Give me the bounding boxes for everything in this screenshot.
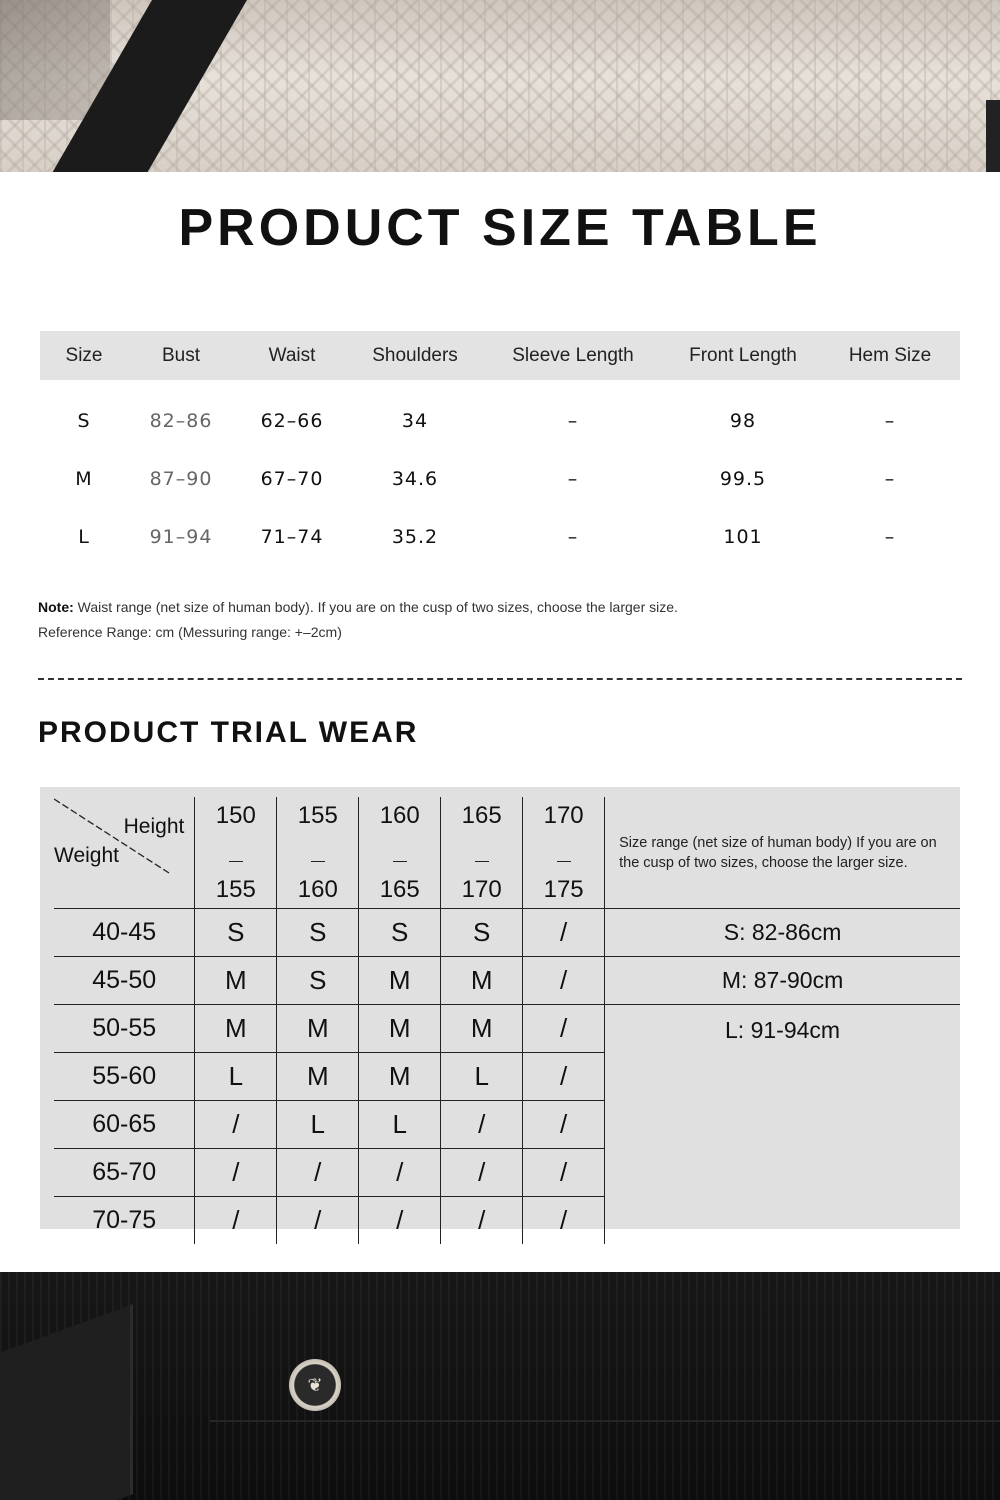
butterfly-icon: ❦ xyxy=(307,1375,323,1395)
table-row xyxy=(54,957,960,1005)
cell-front-length: 98 xyxy=(729,410,757,432)
table-row xyxy=(40,392,960,450)
note-label: Note: xyxy=(38,599,74,615)
size-cell: S xyxy=(277,957,359,1005)
header-waist: Waist xyxy=(268,344,316,366)
page-title: PRODUCT SIZE TABLE xyxy=(178,199,822,257)
height-top: 170 xyxy=(543,802,584,829)
size-cell: M xyxy=(195,957,277,1005)
height-bottom: 175 xyxy=(543,876,584,903)
size-cell: M xyxy=(359,1005,441,1053)
size-range-note: Size range (net size of human body) If you are on the cusp of two sizes, choose the larger size. xyxy=(605,797,960,909)
size-cell: M xyxy=(441,957,523,1005)
size-cell: / xyxy=(523,1101,605,1149)
corner-height-label: Height xyxy=(123,815,185,838)
trial-wear-panel xyxy=(40,787,960,1235)
cell-waist: 71–74 xyxy=(260,526,324,548)
size-cell: / xyxy=(523,1053,605,1101)
trial-wear-title: PRODUCT TRIAL WEAR xyxy=(38,716,419,749)
size-cell: / xyxy=(523,1197,605,1245)
corner-weight-label: Weight xyxy=(54,844,119,867)
note-text: Waist range (net size of human body). If you are on the cusp of two sizes, choose the larger size. xyxy=(73,599,678,615)
weight-label: 65-70 xyxy=(54,1149,195,1197)
height-bottom: 170 xyxy=(461,876,502,903)
weight-label: 55-60 xyxy=(54,1053,195,1101)
size-cell: / xyxy=(195,1149,277,1197)
cell-hem-size: – xyxy=(884,468,896,490)
photo-pocket-flap xyxy=(0,1304,133,1500)
cell-front-length: 101 xyxy=(723,526,763,548)
height-header xyxy=(277,797,359,909)
cell-shoulders: 34 xyxy=(401,410,429,432)
table-row xyxy=(54,1005,960,1053)
table-row xyxy=(40,508,960,566)
size-cell: M xyxy=(277,1005,359,1053)
cell-size: L xyxy=(78,526,90,548)
size-cell: / xyxy=(441,1149,523,1197)
size-range-l: L: 91-94cm xyxy=(605,1005,960,1245)
size-cell: M xyxy=(359,1053,441,1101)
height-header xyxy=(359,797,441,909)
size-cell: M xyxy=(359,957,441,1005)
trial-header-row xyxy=(54,797,960,909)
header-size: Size xyxy=(65,344,103,366)
size-cell: M xyxy=(277,1053,359,1101)
range-dash xyxy=(557,861,571,862)
note-line xyxy=(38,595,678,620)
weight-label: 70-75 xyxy=(54,1197,195,1245)
cell-shoulders: 35.2 xyxy=(391,526,439,548)
cell-waist: 67–70 xyxy=(260,468,324,490)
height-bottom: 155 xyxy=(215,876,256,903)
header-shoulders: Shoulders xyxy=(372,344,458,366)
range-dash xyxy=(475,861,489,862)
weight-label: 50-55 xyxy=(54,1005,195,1053)
size-cell: M xyxy=(441,1005,523,1053)
size-cell: / xyxy=(523,1149,605,1197)
corner-cell xyxy=(54,797,195,909)
header-sleeve-length: Sleeve Length xyxy=(512,344,634,366)
size-cell: / xyxy=(523,957,605,1005)
size-cell: M xyxy=(195,1005,277,1053)
cell-bust: 87–90 xyxy=(149,468,213,490)
size-cell: / xyxy=(277,1149,359,1197)
size-cell: / xyxy=(523,909,605,957)
photo-seam xyxy=(210,1420,1000,1422)
size-cell: L xyxy=(359,1101,441,1149)
size-table-header xyxy=(40,331,960,380)
header-front-length: Front Length xyxy=(689,344,797,366)
size-cell: S xyxy=(195,909,277,957)
cell-sleeve-length: – xyxy=(567,410,579,432)
size-cell: / xyxy=(523,1005,605,1053)
size-cell: / xyxy=(441,1101,523,1149)
size-cell: / xyxy=(359,1197,441,1245)
size-cell: / xyxy=(277,1197,359,1245)
weight-label: 60-65 xyxy=(54,1101,195,1149)
cell-waist: 62–66 xyxy=(260,410,324,432)
cell-hem-size: – xyxy=(884,526,896,548)
butterfly-button-icon xyxy=(289,1359,341,1411)
height-top: 150 xyxy=(215,802,256,829)
size-cell: / xyxy=(195,1101,277,1149)
weight-label: 45-50 xyxy=(54,957,195,1005)
range-dash xyxy=(393,861,407,862)
reference-range: Reference Range: cm (Messuring range: +–2cm) xyxy=(38,624,342,640)
cell-size: M xyxy=(75,468,93,490)
height-header xyxy=(441,797,523,909)
size-cell: S xyxy=(277,909,359,957)
table-row xyxy=(40,450,960,508)
cell-sleeve-length: – xyxy=(567,526,579,548)
cell-size: S xyxy=(77,410,91,432)
cell-hem-size: – xyxy=(884,410,896,432)
range-dash xyxy=(229,861,243,862)
dashed-divider xyxy=(38,678,962,680)
cell-shoulders: 34.6 xyxy=(391,468,439,490)
height-bottom: 160 xyxy=(297,876,338,903)
weight-label: 40-45 xyxy=(54,909,195,957)
height-top: 155 xyxy=(297,802,338,829)
height-bottom: 165 xyxy=(379,876,420,903)
header-bust: Bust xyxy=(161,344,201,366)
size-note xyxy=(38,595,678,645)
cell-sleeve-length: – xyxy=(567,468,579,490)
range-dash xyxy=(311,861,325,862)
height-top: 165 xyxy=(461,802,502,829)
table-row xyxy=(54,909,960,957)
size-cell: L xyxy=(195,1053,277,1101)
trial-wear-table xyxy=(54,797,960,1244)
height-header xyxy=(195,797,277,909)
top-product-photo xyxy=(0,0,1000,172)
cell-front-length: 99.5 xyxy=(719,468,767,490)
size-cell: S xyxy=(359,909,441,957)
size-range-m: M: 87-90cm xyxy=(605,957,960,1005)
size-range-s: S: 82-86cm xyxy=(605,909,960,957)
size-cell: / xyxy=(359,1149,441,1197)
header-hem-size: Hem Size xyxy=(848,344,932,366)
size-cell: / xyxy=(195,1197,277,1245)
cell-bust: 82–86 xyxy=(149,410,213,432)
size-cell: / xyxy=(441,1197,523,1245)
cell-bust: 91–94 xyxy=(149,526,213,548)
size-table xyxy=(40,331,960,566)
height-top: 160 xyxy=(379,802,420,829)
size-cell: S xyxy=(441,909,523,957)
photo-edge xyxy=(986,100,1000,172)
size-cell: L xyxy=(441,1053,523,1101)
size-cell: L xyxy=(277,1101,359,1149)
height-header xyxy=(523,797,605,909)
bottom-product-photo xyxy=(0,1272,1000,1500)
